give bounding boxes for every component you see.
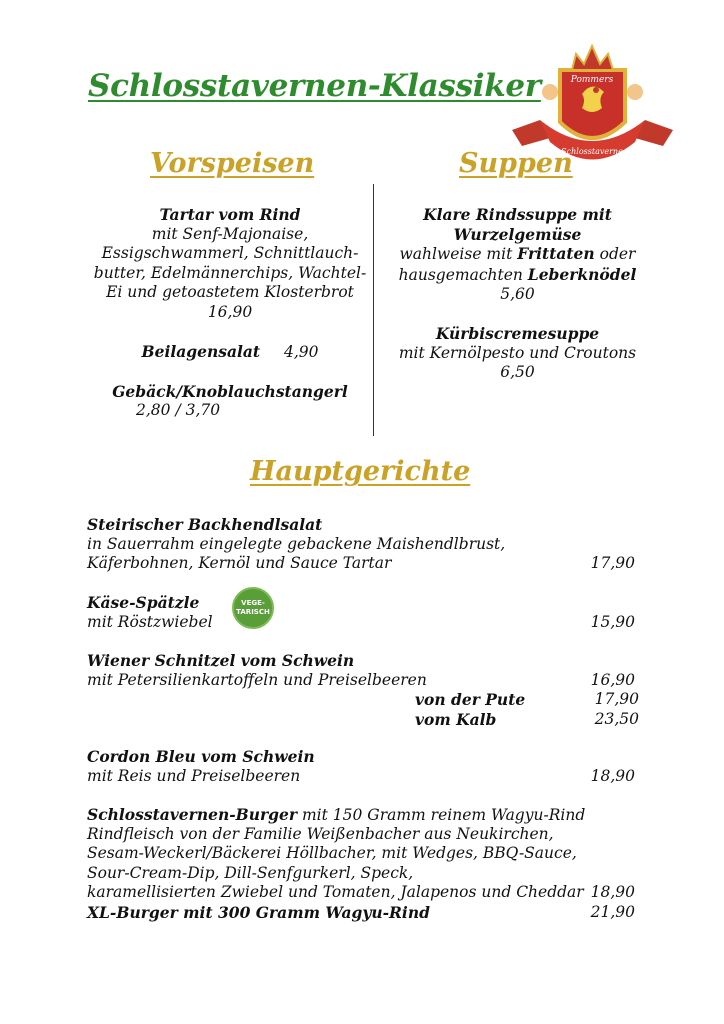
logo-bottom-text: Schlosstaverne xyxy=(561,147,623,156)
item-desc: karamellisierten Zwiebel und Tomaten, Jalapenos und Cheddar xyxy=(87,883,584,901)
suppen-heading: Suppen xyxy=(459,148,573,179)
menu-item-schnitzel xyxy=(87,651,647,729)
item-price: 16,90 xyxy=(590,670,635,689)
xl-burger-price: 21,90 xyxy=(590,902,635,921)
tartar-desc-2: Essigschwammerl, Schnittlauch- xyxy=(101,244,359,262)
item-price: 15,90 xyxy=(590,612,635,631)
gebaeck-name: Gebäck/Knoblauchstangerl xyxy=(112,381,348,401)
vorspeisen-column xyxy=(88,205,372,421)
item-desc: mit Petersilienkartoffeln und Preiselbeeren xyxy=(87,670,427,689)
rindssuppe-price: 5,60 xyxy=(500,285,535,303)
variant-kalb-price: 23,50 xyxy=(594,709,639,728)
page-title: Schlosstavernen-Klassiker xyxy=(88,68,541,104)
menu-item-backhendl xyxy=(87,515,647,574)
item-desc: Sesam-Weckerl/Bäckerei Höllbacher, mit Wedges, BBQ-Sauce, xyxy=(87,844,577,862)
rindssuppe-desc-2: hausgemachten Leberknödel xyxy=(398,264,637,284)
vorspeisen-heading: Vorspeisen xyxy=(150,148,315,179)
item-price: 18,90 xyxy=(590,766,635,785)
item-desc: mit Röstzwiebel xyxy=(87,612,213,631)
item-name-suffix: mit 150 Gramm reinem Wagyu-Rind xyxy=(297,806,586,824)
rindssuppe-desc-1: wahlweise mit Frittaten oder xyxy=(399,244,636,263)
suppen-column xyxy=(380,205,655,383)
kuerbis-desc: mit Kernölpesto und Croutons xyxy=(398,343,637,362)
hauptgerichte-heading: Hauptgerichte xyxy=(250,456,471,487)
kuerbis-name: Kürbiscremesuppe xyxy=(435,324,600,343)
kuerbis-price: 6,50 xyxy=(500,363,535,381)
rindssuppe-name-2: Wurzelgemüse xyxy=(453,224,582,244)
menu-item-spaetzle xyxy=(87,593,647,632)
item-name: Schlosstavernen-Burger xyxy=(87,805,298,824)
item-desc: Käferbohnen, Kernöl und Sauce Tartar xyxy=(87,554,392,572)
tartar-desc-4: Ei und getoastetem Klosterbrot xyxy=(106,283,354,301)
rindssuppe-name-1: Klare Rindssuppe mit xyxy=(423,205,612,224)
menu-item-burger xyxy=(87,805,647,922)
xl-burger-name: XL-Burger mit 300 Gramm Wagyu-Rind xyxy=(87,902,430,922)
tartar-desc-3: butter, Edelmännerchips, Wachtel- xyxy=(93,263,367,282)
item-desc: mit Reis und Preiselbeeren xyxy=(87,766,301,785)
item-name: Cordon Bleu vom Schwein xyxy=(87,747,315,766)
item-price: 18,90 xyxy=(590,883,635,901)
variant-pute-price: 17,90 xyxy=(594,690,639,708)
vegetarian-badge: VEGE- TARISCH xyxy=(232,587,274,629)
variant-pute-label: von der Pute xyxy=(415,690,526,709)
beilagensalat-price: 4,90 xyxy=(283,342,319,361)
tartar-name: Tartar vom Rind xyxy=(159,205,301,224)
item-name: Steirischer Backhendlsalat xyxy=(87,515,323,534)
menu-item-cordon-bleu xyxy=(87,747,647,786)
item-name: Wiener Schnitzel vom Schwein xyxy=(87,651,355,670)
item-desc: in Sauerrahm eingelegte gebackene Maishendlbrust, xyxy=(87,534,506,553)
tartar-price: 16,90 xyxy=(207,302,253,321)
gebaeck-price: 2,80 / 3,70 xyxy=(136,401,221,419)
beilagensalat-name: Beilagensalat xyxy=(141,341,261,361)
column-divider xyxy=(373,184,374,436)
logo-top-text: Pommers xyxy=(570,75,614,85)
item-desc: Rindfleisch von der Familie Weißenbacher aus Neukirchen, xyxy=(87,824,554,843)
item-price: 17,90 xyxy=(590,554,635,572)
tartar-desc-1: mit Senf-Majonaise, xyxy=(151,224,309,243)
item-desc: Sour-Cream-Dip, Dill-Senfgurkerl, Speck, xyxy=(87,863,414,882)
variant-kalb-label: vom Kalb xyxy=(415,709,497,729)
item-name: Käse-Spätzle xyxy=(87,593,200,612)
